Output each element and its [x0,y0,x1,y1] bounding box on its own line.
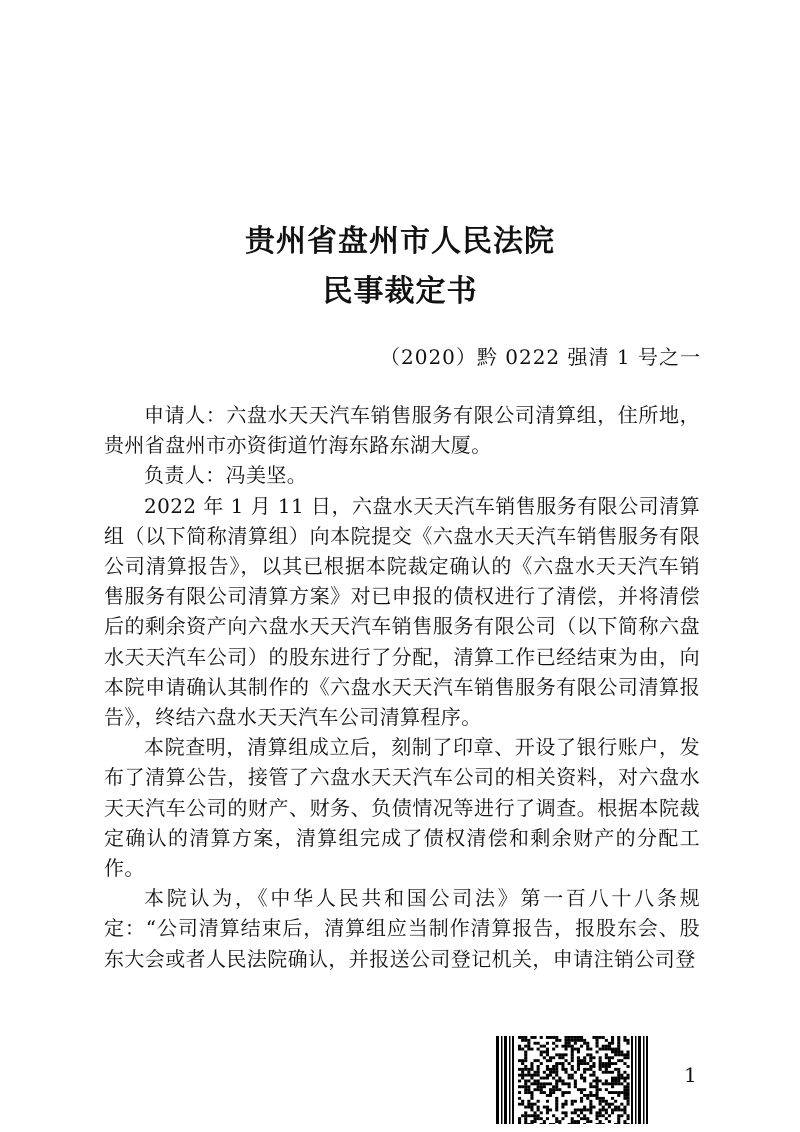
document-type-title: 民事裁定书 [322,274,478,309]
barcode-icon [496,1036,648,1124]
document-body [104,400,700,974]
case-number: （2020）黔 0222 强清 1 号之一 [380,345,701,369]
page-number: 1 [684,1063,697,1087]
paragraph-court-findings: 本院查明，清算组成立后，刻制了印章、开设了银行账户，发布了清算公告，接管了六盘水天天汽车公司的相关资料，对六盘水天天汽车公司的财产、财务、负债情况等进行了调查。根据本院裁定确认的清算方案，清算组完成了债权清偿和剩余财产的分配工作。 [104,735,700,881]
paragraph-application-facts: 2022 年 1 月 11 日，六盘水天天汽车销售服务有限公司清算组（以下简称清算组）向本院提交《六盘水天天汽车销售服务有限公司清算报告》，以其已根据本院裁定确认的《六盘水天天汽车销售服务有限公司清算方案》对已申报的债权进行了清偿，并将清偿后的剩余资产向六盘水天天汽车销售服务有限公司（以下简称六盘水天天汽车公司）的股东进行了分配，清算工作已经结束为由，向本院申请确认其制作的《六盘水天天汽车销售服务有限公司清算报告》，终结六盘水天天汽车公司清算程序。 [104,493,700,730]
paragraph-court-opinion: 本院认为，《中华人民共和国公司法》第一百八十八条规定：“公司清算结束后，清算组应当制作清算报告，报股东会、股东大会或者人民法院确认，并报送公司登记机关，申请注销公司登 [104,886,700,971]
court-name: 贵州省盘州市人民法院 [245,224,555,259]
paragraph-responsible-person: 负责人：冯美坚。 [144,463,308,488]
paragraph-applicant: 申请人：六盘水天天汽车销售服务有限公司清算组，住所地，贵州省盘州市亦资街道竹海东路东湖大厦。 [104,403,700,458]
